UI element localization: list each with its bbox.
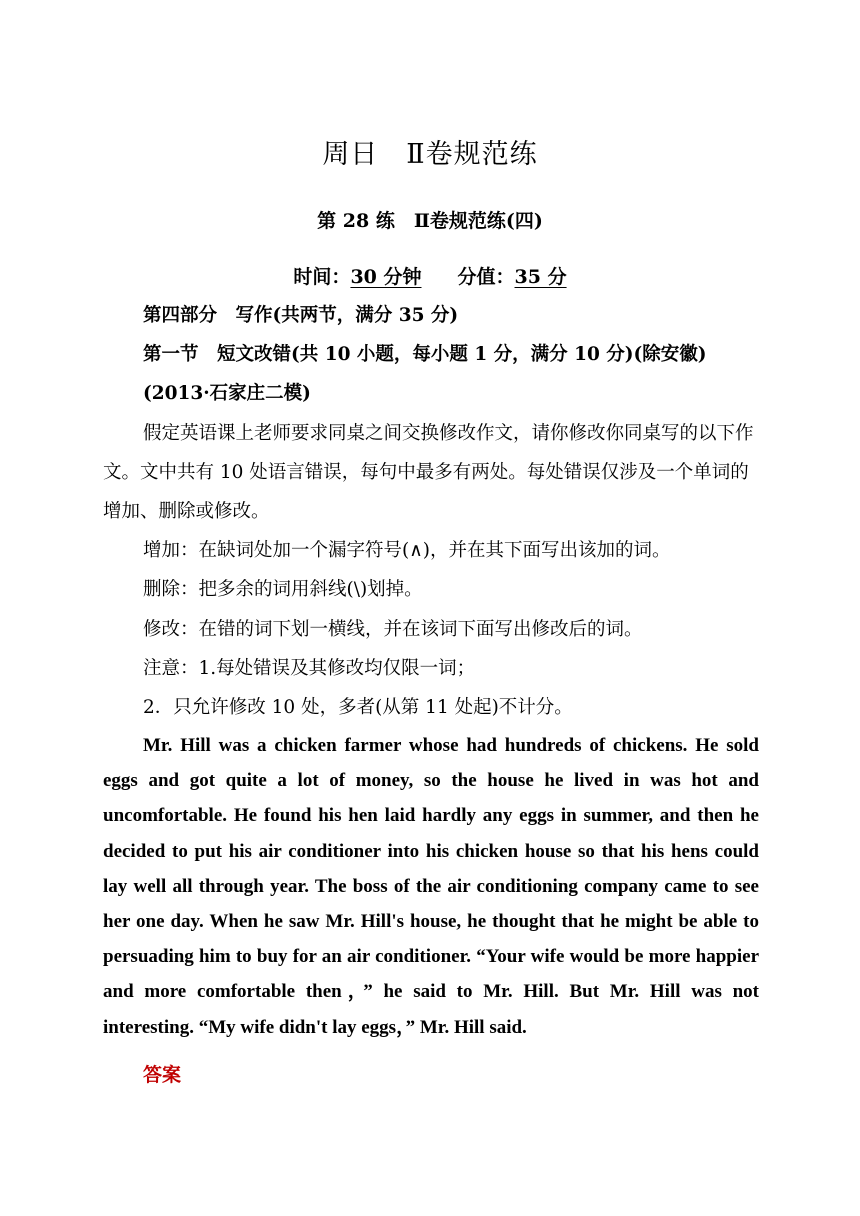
exercise-subtitle: 第 28 练 Ⅱ卷规范练(四) xyxy=(317,210,543,232)
note-2: 2．只允许修改 10 处，多者(从第 11 处起)不计分。 xyxy=(143,697,573,719)
answer-heading: 答案 xyxy=(143,1064,182,1086)
score-value: 35 分 xyxy=(514,266,567,288)
time-label: 时间： xyxy=(293,266,351,288)
instruction-delete: 删除：把多余的词用斜线(\)划掉。 xyxy=(143,579,423,601)
section-first-heading: 第一节 短文改错(共 10 小题，每小题 1 分，满分 10 分)(除安徽) xyxy=(143,344,707,366)
section-part-heading: 第四部分 写作(共两节，满分 35 分) xyxy=(143,305,459,326)
note-1: 注意：1.每处错误及其修改均仅限一词； xyxy=(143,657,476,679)
time-value: 30 分钟 xyxy=(350,266,422,288)
time-score-line xyxy=(0,262,860,289)
page-title: 周日 Ⅱ卷规范练 xyxy=(322,139,538,170)
source-note: (2013·石家庄二模) xyxy=(143,383,311,405)
instructions-block xyxy=(103,296,759,727)
score-label: 分值： xyxy=(457,266,515,288)
instruction-modify: 修改：在错的词下划一横线，并在该词下面写出修改后的词。 xyxy=(143,618,643,640)
instructions-intro: 假定英语课上老师要求同桌之间交换修改作文，请你修改你同桌写的以下作文。文中共有 10 处语言错误，每句中最多有两处。每处错误仅涉及一个单词的增加、删除或修改。 xyxy=(103,422,754,523)
passage-text: Mr. Hill was a chicken farmer whose had hundreds of chickens. He sold eggs and got quite a lot of money, so the house he lived in was hot and uncomfortable. He found his hen laid hardly any eggs in summer, and then he decided to put his air conditioner into his chicken house so that his hens could lay well all through year. The boss of the air conditioning company came to see her one day. When he saw Mr. Hill's house, he thought that he might be able to persuading him to buy for an air conditioner. “Your wife would be more happier and more comfortable then，” he said to Mr. Hill. But Mr. Hill was not interesting. “My wife didn't lay eggs，” Mr. Hill said. xyxy=(103,735,759,1038)
instruction-add: 增加：在缺词处加一个漏字符号(∧)，并在其下面写出该加的词。 xyxy=(143,540,671,562)
